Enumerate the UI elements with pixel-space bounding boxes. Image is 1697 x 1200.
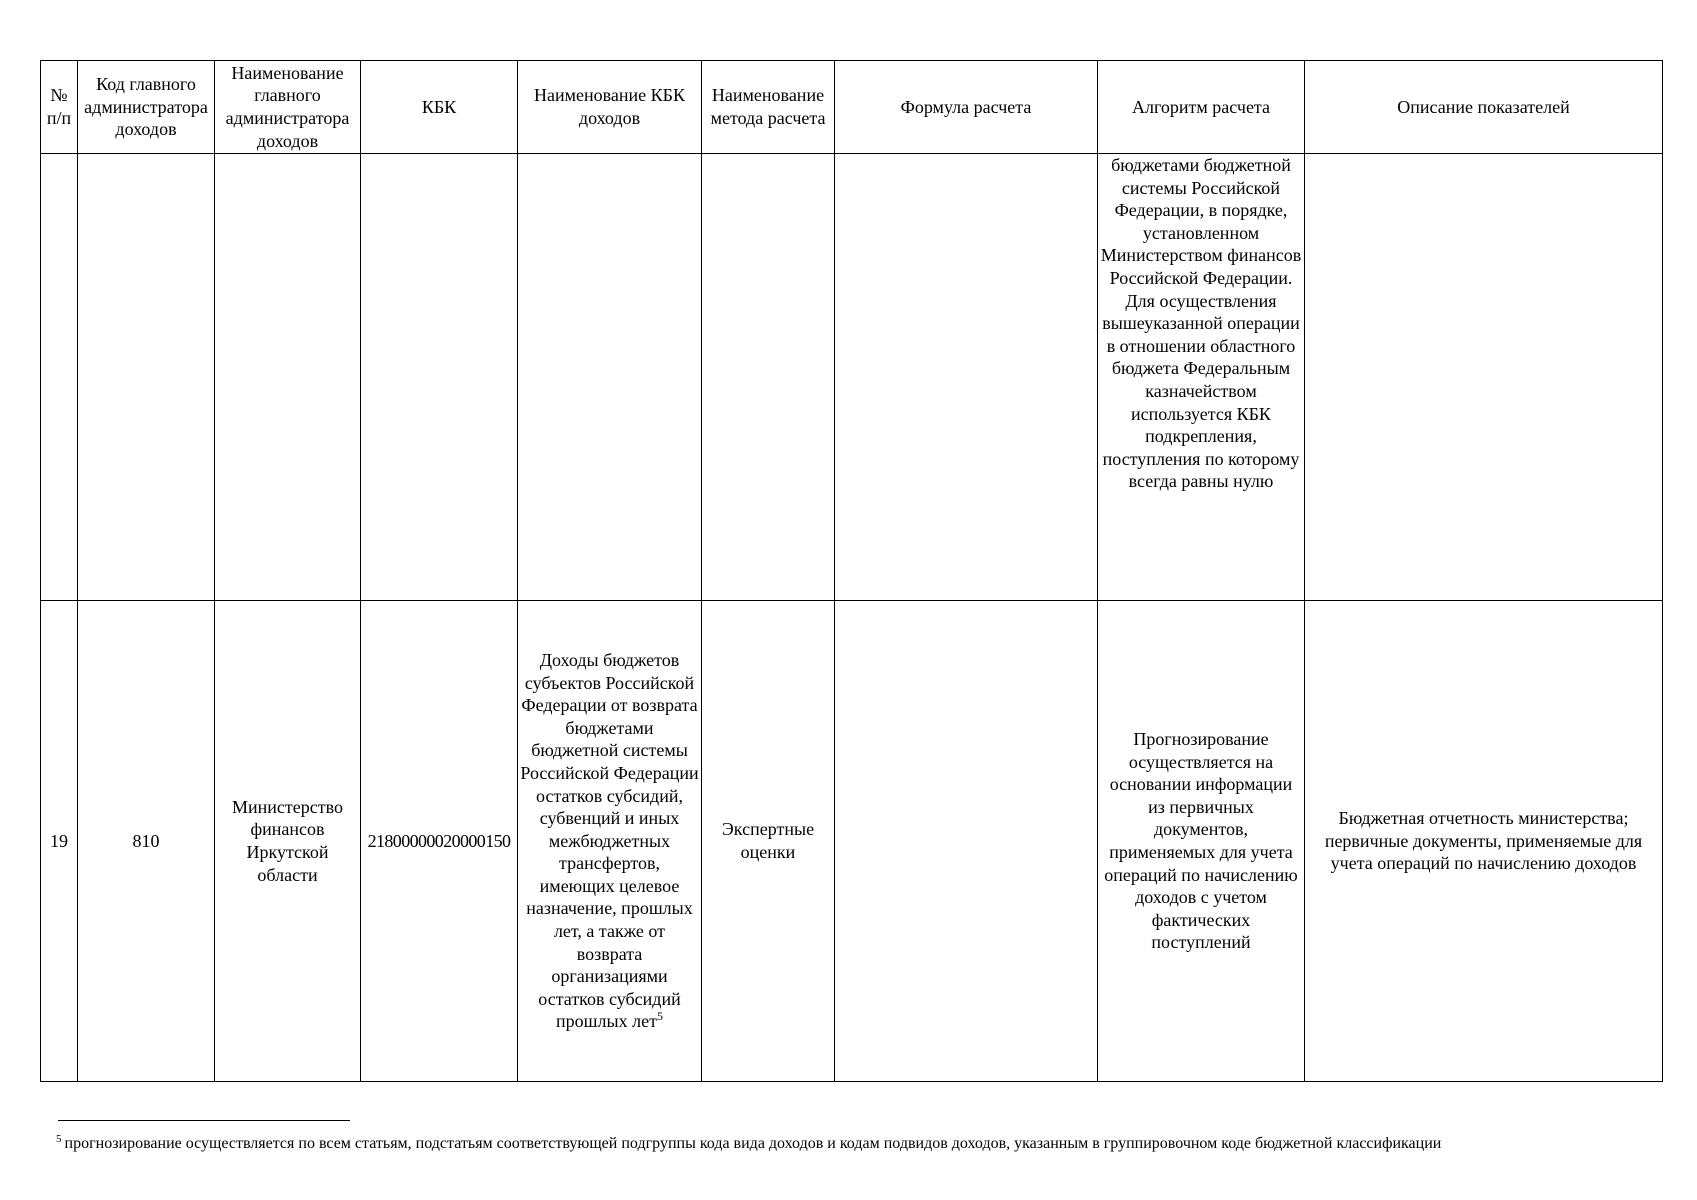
header-algorithm: Алгоритм расчета xyxy=(1098,61,1305,154)
cell-kbk: 21800000020000150 xyxy=(361,601,518,1082)
cell-algorithm: бюджетами бюджетной системы Российской Федерации, в порядке, установленном Министерством финансов Российской Федерации. Для осуществления вышеуказанной операции в отношении областного бюджета Федеральным казначейством используется КБК подкрепления, поступления по которому всегда равны нулю xyxy=(1098,154,1305,601)
cell-admin-code xyxy=(78,154,215,601)
cell-method xyxy=(702,154,835,601)
header-num: № п/п xyxy=(41,61,78,154)
header-description: Описание показателей xyxy=(1305,61,1663,154)
cell-description xyxy=(1305,154,1663,601)
cell-algorithm: Прогнозирование осуществляется на основании информации из первичных документов, применяемых для учета операций по начислению доходов с учетом фактических поступлений xyxy=(1098,601,1305,1082)
header-kbk: КБК xyxy=(361,61,518,154)
revenue-forecast-table xyxy=(40,60,1663,1082)
header-method: Наименование метода расчета xyxy=(702,61,835,154)
cell-num xyxy=(41,154,78,601)
header-admin-code: Код главного администратора доходов xyxy=(78,61,215,154)
header-kbk-name: Наименование КБК доходов xyxy=(518,61,702,154)
footnote xyxy=(56,1134,1441,1154)
header-admin-name: Наименование главного администратора доходов xyxy=(215,61,361,154)
cell-formula xyxy=(835,601,1098,1082)
cell-admin-name xyxy=(215,154,361,601)
cell-admin-code: 810 xyxy=(78,601,215,1082)
cell-kbk xyxy=(361,154,518,601)
kbk-name-text: Доходы бюджетов субъектов Российской Федерации от возврата бюджетами бюджетной системы Российской Федерации остатков субсидий, субвенций и иных межбюджетных трансфертов, имеющих целевое назначение, прошлых лет, а также от возврата организациями остатков субсидий прошлых лет xyxy=(520,649,699,1032)
header-formula: Формула расчета xyxy=(835,61,1098,154)
cell-method: Экспертные оценки xyxy=(702,601,835,1082)
cell-admin-name: Министерство финансов Иркутской области xyxy=(215,601,361,1082)
cell-kbk-name xyxy=(518,601,702,1082)
cell-kbk-name xyxy=(518,154,702,601)
footnote-reference: 5 xyxy=(656,1009,663,1024)
cell-description: Бюджетная отчетность министерства; первичные документы, применяемые для учета операций по начислению доходов xyxy=(1305,601,1663,1082)
cell-formula xyxy=(835,154,1098,601)
footnote-text: прогнозирование осуществляется по всем статьям, подстатьям соответствующей подгруппы кода вида доходов и кодам подвидов доходов, указанным в группировочном коде бюджетной классификации xyxy=(64,1135,1442,1152)
table-row-19 xyxy=(41,601,1663,1082)
cell-num: 19 xyxy=(41,601,78,1082)
footnote-mark: 5 xyxy=(56,1132,62,1145)
header-row xyxy=(41,61,1663,154)
table-row-continuation xyxy=(41,154,1663,601)
footnote-divider xyxy=(58,1120,350,1121)
